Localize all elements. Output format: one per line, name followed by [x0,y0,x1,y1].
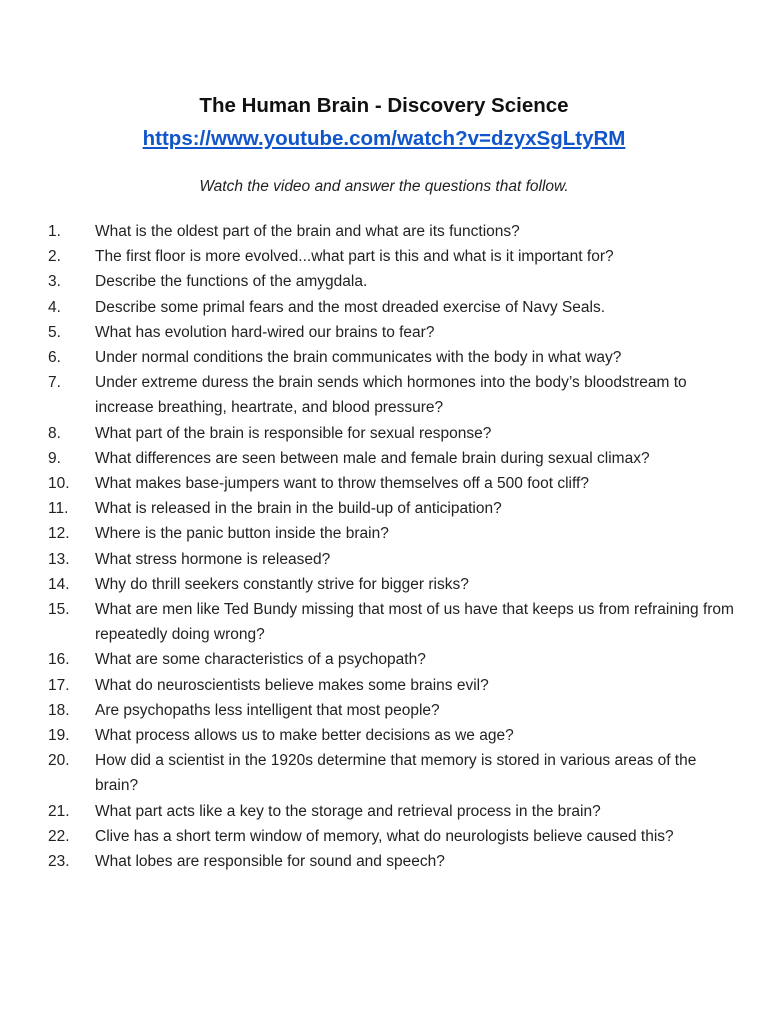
question-number: 13. [48,550,70,568]
question-number: 3. [48,273,61,291]
question-item [48,269,738,294]
question-text: What do neuroscientists believe makes some brains evil? [95,676,489,694]
question-item [48,547,738,572]
question-item [48,421,738,446]
question-number: 8. [48,424,61,442]
question-item [48,698,738,723]
question-text: What has evolution hard-wired our brains to fear? [95,323,435,341]
question-number: 15. [48,601,70,619]
question-number: 10. [48,475,70,493]
question-item [48,723,738,748]
question-text: What part acts like a key to the storage and retrieval process in the brain? [95,802,601,820]
question-item [48,824,738,849]
question-item [48,370,738,420]
question-item [48,219,738,244]
question-number: 11. [48,500,69,518]
question-text: Are psychopaths less intelligent that most people? [95,701,440,719]
question-number: 7. [48,374,61,392]
question-text: The first floor is more evolved...what part is this and what is it important for? [95,248,614,266]
question-item [48,748,738,798]
question-item [48,446,738,471]
question-text: Why do thrill seekers constantly strive for bigger risks? [95,575,469,593]
question-number: 20. [48,752,70,770]
question-number: 22. [48,827,70,845]
question-item [48,471,738,496]
question-item [48,673,738,698]
question-text: What lobes are responsible for sound and speech? [95,853,445,871]
question-text: Under extreme duress the brain sends which hormones into the body’s bloodstream to increase breathing, heartrate, and blood pressure? [95,374,687,417]
question-number: 17. [48,676,70,694]
question-text: What stress hormone is released? [95,550,331,568]
question-item [48,521,738,546]
question-text: Where is the panic button inside the brain? [95,525,389,543]
question-number: 21. [48,802,70,820]
video-link[interactable]: https://www.youtube.com/watch?v=dzyxSgLtyRM [142,127,626,150]
question-text: What part of the brain is responsible for sexual response? [95,424,492,442]
question-number: 19. [48,727,70,745]
question-item [48,849,738,874]
question-item [48,244,738,269]
question-number: 14. [48,575,70,593]
question-text: What are men like Ted Bundy missing that most of us have that keeps us from refraining from repeatedly doing wrong? [95,601,734,644]
question-number: 9. [48,449,61,467]
question-text: Describe some primal fears and the most dreaded exercise of Navy Seals. [95,298,606,316]
question-item [48,572,738,597]
question-text: Describe the functions of the amygdala. [95,273,368,291]
question-number: 1. [48,223,61,240]
question-item [48,295,738,320]
question-text: What process allows us to make better decisions as we age? [95,727,514,745]
question-list [48,219,738,874]
question-text: What are some characteristics of a psychopath? [95,651,426,669]
question-text: What is released in the brain in the build-up of anticipation? [95,500,502,518]
question-number: 4. [48,298,61,316]
question-item [48,320,738,345]
question-number: 12. [48,525,70,543]
question-number: 6. [48,349,61,367]
question-item [48,799,738,824]
question-text: What is the oldest part of the brain and what are its functions? [95,223,520,240]
question-text: How did a scientist in the 1920s determine that memory is stored in various areas of the brain? [95,752,697,795]
question-number: 5. [48,323,61,341]
question-item [48,496,738,521]
question-number: 18. [48,701,70,719]
document-title: The Human Brain - Discovery Science [199,94,569,117]
question-item [48,597,738,647]
question-number: 2. [48,248,61,266]
question-text: Under normal conditions the brain communicates with the body in what way? [95,349,622,367]
instructions-text: Watch the video and answer the questions that follow. [199,178,569,195]
question-text: What makes base-jumpers want to throw themselves off a 500 foot cliff? [95,475,589,493]
question-item [48,647,738,672]
question-text: What differences are seen between male and female brain during sexual climax? [95,449,650,467]
question-text: Clive has a short term window of memory, what do neurologists believe caused this? [95,827,674,845]
question-item [48,345,738,370]
question-number: 16. [48,651,70,669]
question-number: 23. [48,853,70,871]
